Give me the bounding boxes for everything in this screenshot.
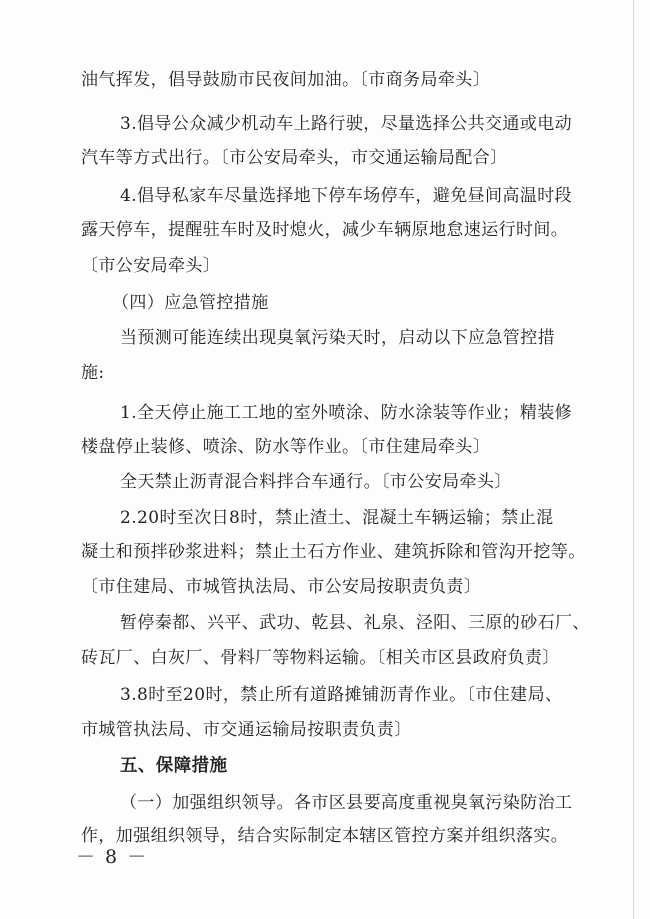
- text-line-22: 作，加强组织领导，结合实际制定本辖区管控方案并组织落实。: [81, 826, 569, 846]
- text-line-18: 3.8时至20时，禁止所有道路摊铺沥青作业。〔市住建局、: [120, 685, 563, 705]
- text-line-11: 楼盘停止装修、喷涂、防水等作业。〔市住建局牵头〕: [81, 437, 491, 457]
- page-number: － 8 －: [76, 846, 149, 868]
- text-line-3: 汽车等方式出行。〔市公安局牵头，市交通运输局配合〕: [81, 148, 508, 168]
- section-heading-safeguards: 五、保障措施: [120, 756, 228, 776]
- text-line-1: 油气挥发，倡导鼓励市民夜间加油。〔市商务局牵头〕: [81, 70, 491, 90]
- text-line-16: 暂停秦都、兴平、武功、乾县、礼泉、泾阳、三原的砂石厂、: [120, 613, 590, 633]
- text-line-19: 市城管执法局、市交通运输局按职责负责〕: [81, 720, 412, 740]
- text-line-2: 3.倡导公众减少机动车上路行驶，尽量选择公共交通或电动: [120, 114, 573, 134]
- section-heading-emergency: （四）应急管控措施: [112, 293, 269, 313]
- text-line-17: 砖瓦厂、白灰厂、骨料厂等物料运输。〔相关市区县政府负责〕: [81, 648, 560, 668]
- text-line-14: 凝土和预拌砂浆进料；禁止土石方作业、建筑拆除和管沟开挖等。: [81, 542, 586, 562]
- text-line-5: 露天停车，提醒驻车时及时熄火，减少车辆原地怠速运行时间。: [81, 220, 569, 240]
- text-line-12: 全天禁止沥青混合料拌合车通行。〔市公安局牵头〕: [120, 472, 512, 492]
- text-line-4: 4.倡导私家车尽量选择地下停车场停车，避免昼间高温时段: [120, 186, 573, 206]
- text-line-8: 当预测可能连续出现臭氧污染天时，启动以下应急管控措: [120, 328, 555, 348]
- text-line-13: 2.20时至次日8时，禁止渣土、混凝土车辆运输；禁止混: [120, 508, 554, 528]
- text-line-6: 〔市公安局牵头〕: [81, 256, 221, 276]
- text-line-9: 施:: [81, 363, 105, 383]
- text-line-10: 1.全天停止施工工地的室外喷涂、防水涂装等作业；精装修: [120, 403, 573, 423]
- text-line-15: 〔市住建局、市城管执法局、市公安局按职责负责〕: [81, 577, 482, 597]
- text-line-21: （一）加强组织领导。各市区县要高度重视臭氧污染防治工: [120, 793, 573, 813]
